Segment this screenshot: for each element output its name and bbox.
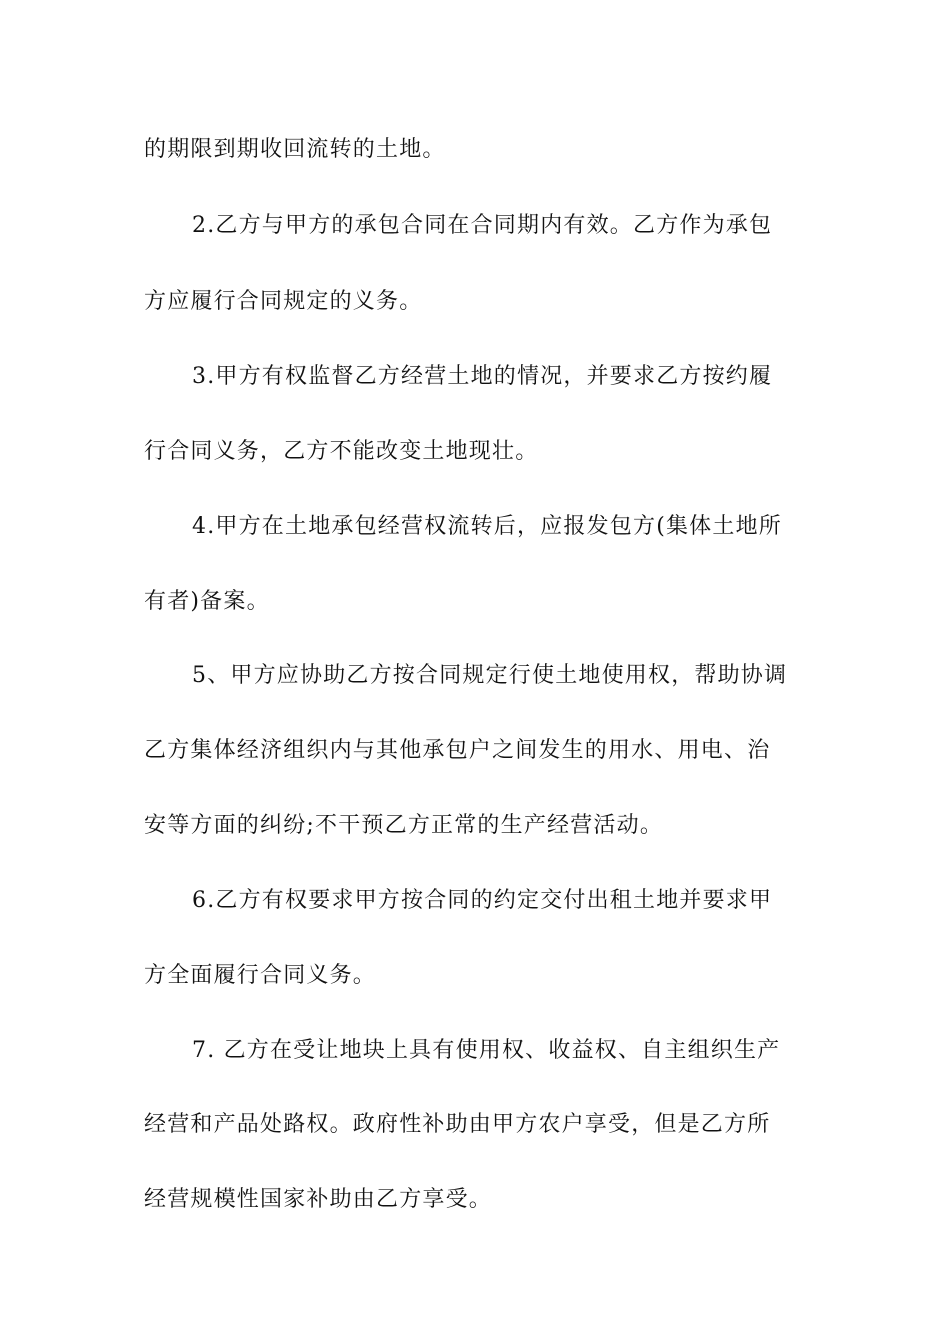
paragraph-line: 方应履行合同规定的义务。 — [144, 289, 423, 314]
paragraph-line: 2.乙方与甲方的承包合同在合同期内有效。乙方作为承包 — [192, 213, 773, 238]
paragraph-line: 7. 乙方在受让地块上具有使用权、收益权、自主组织生产 — [192, 1038, 781, 1063]
paragraph-line: 的期限到期收回流转的土地。 — [144, 137, 446, 162]
paragraph-line: 有者)备案。 — [144, 589, 270, 614]
paragraph-line: 3.甲方有权监督乙方经营土地的情况，并要求乙方按约履 — [192, 364, 773, 389]
paragraph-line: 6.乙方有权要求甲方按合同的约定交付出租土地并要求甲 — [192, 888, 773, 913]
paragraph-line: 经营规模性国家补助由乙方享受。 — [144, 1187, 493, 1212]
paragraph-line: 经营和产品处路权。政府性补助由甲方农户享受，但是乙方所 — [144, 1112, 771, 1137]
paragraph-line: 4.甲方在土地承包经营权流转后，应报发包方(集体土地所 — [192, 514, 782, 539]
paragraph-line: 方全面履行合同义务。 — [144, 963, 377, 988]
paragraph-line: 行合同义务，乙方不能改变土地现壮。 — [144, 439, 539, 464]
paragraph-line: 安等方面的纠纷;不干预乙方正常的生产经营活动。 — [144, 813, 664, 838]
paragraph-line: 5、甲方应协助乙方按合同规定行使土地使用权，帮助协调 — [192, 663, 788, 688]
paragraph-line: 乙方集体经济组织内与其他承包户之间发生的用水、用电、治 — [144, 738, 771, 763]
